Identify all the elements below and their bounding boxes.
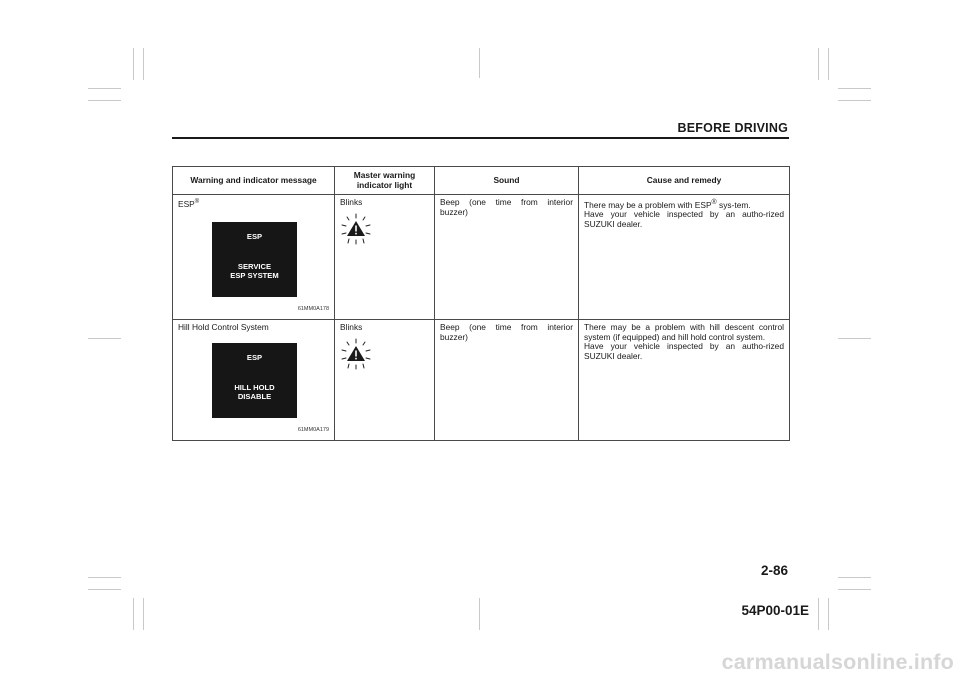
crop-mark xyxy=(838,100,871,101)
crop-mark xyxy=(479,598,480,630)
cause-cell xyxy=(579,195,790,320)
table-header-row xyxy=(173,167,790,195)
cause-cell xyxy=(579,320,790,441)
sound-cell: Beep (one time from interior buzzer) xyxy=(435,195,579,320)
header-rule xyxy=(172,137,789,139)
light-status: Blinks xyxy=(340,197,363,207)
cause-text: Have your vehicle inspected by an autho-rized SUZUKI dealer. xyxy=(584,341,784,361)
crop-mark xyxy=(838,577,871,578)
document-code: 54P00-01E xyxy=(741,603,809,618)
display-line: DISABLE xyxy=(237,392,272,401)
registered-mark: ® xyxy=(194,199,200,205)
crop-mark xyxy=(479,48,480,78)
column-header-sound: Sound xyxy=(435,167,579,195)
column-header-message: Warning and indicator message xyxy=(173,167,335,195)
display-line: HILL HOLD xyxy=(234,383,275,392)
cause-text: There may be a problem with ESP® sys-tem. xyxy=(584,199,751,210)
crop-mark xyxy=(88,338,121,339)
crop-mark xyxy=(828,598,829,630)
column-header-light: Master warning indicator light xyxy=(335,167,435,195)
crop-mark xyxy=(143,48,144,80)
master-warning-icon xyxy=(340,213,372,245)
message-title: ESP® xyxy=(178,198,200,209)
crop-mark xyxy=(88,577,121,578)
crop-mark xyxy=(88,88,121,89)
watermark: carmanualsonline.info xyxy=(721,650,954,674)
registered-mark: ® xyxy=(711,199,717,206)
crop-mark xyxy=(133,598,134,630)
crop-mark xyxy=(838,589,871,590)
light-cell xyxy=(335,320,435,441)
sound-cell: Beep (one time from interior buzzer) xyxy=(435,320,579,441)
light-status: Blinks xyxy=(340,322,363,332)
crop-mark xyxy=(143,598,144,630)
table-row xyxy=(173,320,790,441)
message-cell xyxy=(173,320,335,441)
dashboard-display xyxy=(212,222,297,297)
message-cell xyxy=(173,195,335,320)
column-header-cause: Cause and remedy xyxy=(579,167,790,195)
image-code: 61MM0A178 xyxy=(297,306,329,312)
section-title: BEFORE DRIVING xyxy=(677,121,788,135)
display-top-text: ESP xyxy=(246,353,263,362)
crop-mark xyxy=(818,48,819,80)
crop-mark xyxy=(88,589,121,590)
table-row xyxy=(173,195,790,320)
crop-mark xyxy=(828,48,829,80)
cause-text: Have your vehicle inspected by an autho-rized SUZUKI dealer. xyxy=(584,209,784,229)
warning-table xyxy=(172,166,790,441)
display-top-text: ESP xyxy=(246,232,263,241)
dashboard-display xyxy=(212,343,297,418)
crop-mark xyxy=(133,48,134,80)
crop-mark xyxy=(88,100,121,101)
display-line: SERVICE xyxy=(237,262,272,271)
crop-mark xyxy=(818,598,819,630)
master-warning-icon xyxy=(340,338,372,370)
message-title: Hill Hold Control System xyxy=(178,322,269,332)
image-code: 61MM0A179 xyxy=(297,427,329,433)
page-number: 2-86 xyxy=(760,563,788,578)
light-cell xyxy=(335,195,435,320)
cause-text: There may be a problem with hill descent control system (if equipped) and hill hold control system. xyxy=(584,322,784,342)
crop-mark xyxy=(838,338,871,339)
crop-mark xyxy=(838,88,871,89)
display-line: ESP SYSTEM xyxy=(230,271,279,280)
